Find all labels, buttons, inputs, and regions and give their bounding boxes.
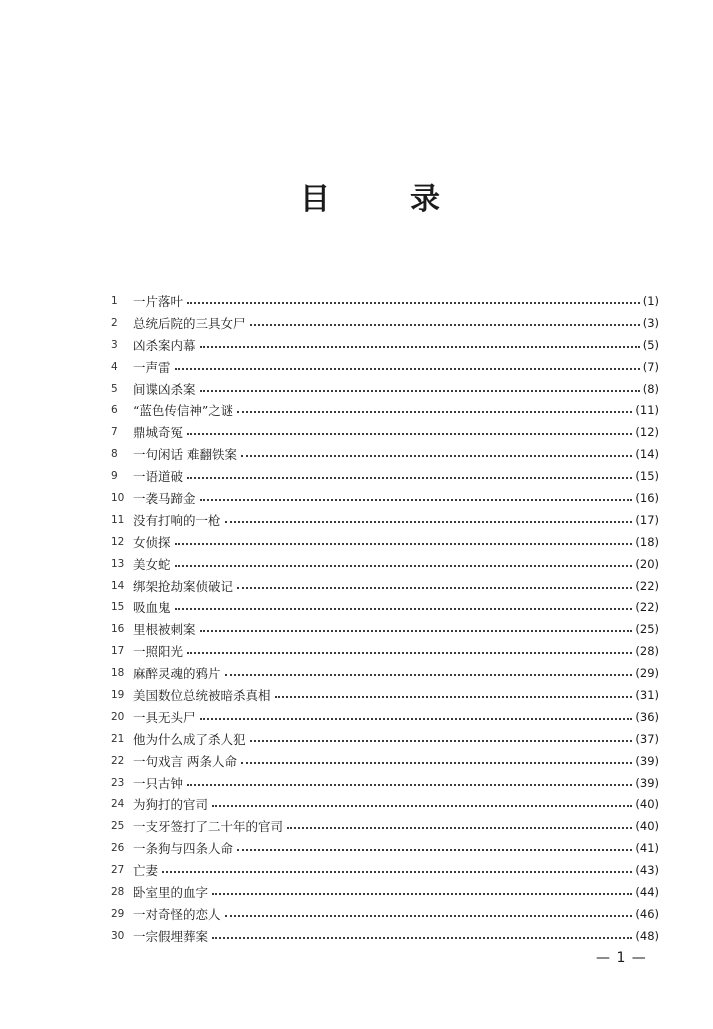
toc-entry-page: (20) (635, 556, 659, 571)
toc-entry-title: 总统后院的三具女尸 (133, 315, 246, 331)
toc-entry (111, 399, 659, 421)
toc-dot-leader (187, 302, 640, 304)
toc-entry-page: (3) (642, 315, 659, 330)
toc-entry-title: 一片落叶 (133, 293, 184, 309)
toc-entry-title: 一句戏言 两条人命 (133, 753, 237, 769)
toc-entry (111, 837, 659, 859)
toc-entry-page: (36) (635, 709, 659, 724)
toc-entry (111, 903, 659, 925)
toc-entry-title: 一对奇怪的恋人 (133, 906, 221, 922)
toc-entry-title: 美女蛇 (133, 556, 171, 572)
toc-entry-title: 美国数位总统被暗杀真相 (133, 687, 271, 703)
toc-entry (111, 312, 659, 334)
toc-entry-page: (11) (635, 403, 659, 418)
toc-entry-title: 鼎城奇冤 (133, 425, 184, 441)
title-char-1: 目 (300, 182, 330, 217)
toc-entry-number: 23 (111, 776, 125, 789)
toc-dot-leader (200, 718, 633, 720)
page-number: — 1 — (596, 950, 647, 966)
toc-entry-number: 29 (111, 907, 125, 920)
toc-entry-title: 一支牙签打了二十年的官司 (133, 819, 284, 835)
toc-dot-leader (237, 849, 632, 851)
toc-entry-number: 15 (111, 601, 125, 614)
page-title (300, 176, 440, 216)
toc-entry-title: 间谍凶杀案 (133, 381, 196, 397)
toc-dot-leader (200, 346, 640, 348)
toc-entry-number: 9 (111, 470, 118, 483)
toc-dot-leader (200, 499, 633, 501)
toc-dot-leader (225, 674, 633, 676)
toc-dot-leader (187, 477, 632, 479)
toc-entry-title: 一条狗与四条人命 (133, 841, 234, 857)
toc-entry-page: (15) (635, 469, 659, 484)
toc-entry-page: (43) (635, 863, 659, 878)
toc-entry-title: 一声雷 (133, 359, 171, 375)
toc-entry-title: 一语道破 (133, 469, 184, 485)
toc-entry-number: 17 (111, 645, 125, 658)
toc-dot-leader (175, 368, 640, 370)
toc-entry-page: (28) (635, 644, 659, 659)
toc-entry-number: 7 (111, 426, 118, 439)
toc-entry (111, 662, 659, 684)
toc-dot-leader (200, 390, 640, 392)
toc-dot-leader (162, 871, 632, 873)
toc-entry-page: (22) (635, 578, 659, 593)
toc-entry (111, 750, 659, 772)
toc-entry-number: 22 (111, 754, 125, 767)
toc-entry-title: 没有打响的一枪 (133, 512, 221, 528)
toc-dot-leader (175, 608, 633, 610)
toc-entry-number: 21 (111, 732, 125, 745)
toc-entry-page: (7) (642, 359, 659, 374)
toc-entry-page: (31) (635, 687, 659, 702)
toc-entry-title: 他为什么成了杀人犯 (133, 731, 246, 747)
toc-entry-number: 28 (111, 885, 125, 898)
toc-entry-title: 吸血鬼 (133, 600, 171, 616)
toc-dot-leader (250, 324, 640, 326)
toc-entry-page: (25) (635, 622, 659, 637)
toc-entry-title: 亡妻 (133, 863, 159, 879)
toc-entry-page: (39) (635, 753, 659, 768)
toc-entry-number: 20 (111, 710, 125, 723)
toc-entry-page: (1) (642, 293, 659, 308)
toc-entry-page: (18) (635, 534, 659, 549)
toc-entry-page: (29) (635, 666, 659, 681)
toc-entry-title: 一具无头尸 (133, 709, 196, 725)
toc-entry-title: 一句闲话 难翻铁案 (133, 447, 237, 463)
toc-dot-leader (237, 411, 632, 413)
toc-entry (111, 706, 659, 728)
toc-dot-leader (187, 652, 632, 654)
toc-entry-page: (40) (635, 819, 659, 834)
toc-entry (111, 443, 659, 465)
toc-entry (111, 793, 659, 815)
toc-entry (111, 618, 659, 640)
toc-entry-number: 12 (111, 535, 125, 548)
toc-entry (111, 378, 659, 400)
toc-dot-leader (275, 696, 633, 698)
toc-entry-number: 30 (111, 929, 125, 942)
toc-entry-number: 26 (111, 842, 125, 855)
toc-entry-number: 25 (111, 820, 125, 833)
toc-entry-number: 1 (111, 294, 118, 307)
toc-entry-page: (16) (635, 490, 659, 505)
toc-entry-page: (14) (635, 447, 659, 462)
toc-entry-number: 5 (111, 382, 118, 395)
toc-entry-number: 10 (111, 491, 125, 504)
toc-entry-number: 11 (111, 513, 125, 526)
toc-entry (111, 859, 659, 881)
toc-dot-leader (187, 433, 632, 435)
toc-entry-title: 一只古钟 (133, 775, 184, 791)
title-char-2: 录 (410, 182, 440, 217)
toc-entry-number: 14 (111, 579, 125, 592)
toc-entry-number: 8 (111, 448, 118, 461)
toc-entry (111, 334, 659, 356)
toc-dot-leader (187, 784, 632, 786)
toc-entry-number: 3 (111, 338, 118, 351)
toc-entry-page: (12) (635, 425, 659, 440)
toc-entry-page: (40) (635, 797, 659, 812)
toc-entry-title: 一袭马蹄金 (133, 490, 196, 506)
toc-entry (111, 421, 659, 443)
toc-entry-number: 2 (111, 316, 118, 329)
toc-dot-leader (212, 805, 632, 807)
toc-entry-page: (17) (635, 512, 659, 527)
toc-entry (111, 531, 659, 553)
toc-entry (111, 575, 659, 597)
toc-entry-page: (46) (635, 906, 659, 921)
toc-entry-title: 凶杀案内幕 (133, 337, 196, 353)
toc-entry-number: 13 (111, 557, 125, 570)
toc-dot-leader (225, 521, 633, 523)
toc-entry-title: 里根被刺案 (133, 622, 196, 638)
toc-entry-title: 女侦探 (133, 534, 171, 550)
toc-entry-title: 麻醉灵魂的鸦片 (133, 666, 221, 682)
toc-entry-number: 19 (111, 688, 125, 701)
toc-entry-title: “蓝色传信神”之谜 (133, 403, 234, 419)
toc-entry (111, 290, 659, 312)
toc-dot-leader (237, 587, 632, 589)
toc-entry (111, 772, 659, 794)
toc-entry-title: 卧室里的血字 (133, 884, 209, 900)
toc-entry (111, 815, 659, 837)
toc-entry-title: 绑架抢劫案侦破记 (133, 578, 234, 594)
toc-entry-title: 为狗打的官司 (133, 797, 209, 813)
toc-dot-leader (212, 937, 632, 939)
toc-entry-page: (37) (635, 731, 659, 746)
toc-entry-page: (44) (635, 884, 659, 899)
toc-dot-leader (287, 827, 632, 829)
toc-entry (111, 684, 659, 706)
toc-entry-page: (41) (635, 841, 659, 856)
toc-entry-number: 18 (111, 667, 125, 680)
toc-dot-leader (175, 565, 633, 567)
toc-entry-number: 24 (111, 798, 125, 811)
toc-entry (111, 728, 659, 750)
toc-entry-number: 16 (111, 623, 125, 636)
toc-dot-leader (241, 455, 632, 457)
toc-dot-leader (200, 630, 633, 632)
toc-dot-leader (250, 740, 633, 742)
toc-entry (111, 596, 659, 618)
toc-entry-page: (39) (635, 775, 659, 790)
toc-entry (111, 553, 659, 575)
toc-entry-number: 4 (111, 360, 118, 373)
toc-entry-number: 6 (111, 404, 118, 417)
toc-entry-page: (5) (642, 337, 659, 352)
toc-entry (111, 925, 659, 947)
toc-entry-page: (48) (635, 928, 659, 943)
toc-dot-leader (225, 915, 633, 917)
toc-dot-leader (212, 893, 632, 895)
toc-entry (111, 509, 659, 531)
toc-entry (111, 487, 659, 509)
toc-entry-number: 27 (111, 864, 125, 877)
toc-entry (111, 881, 659, 903)
toc-dot-leader (241, 762, 632, 764)
toc-entry-title: 一照阳光 (133, 644, 184, 660)
toc-dot-leader (175, 543, 633, 545)
toc-entry-title: 一宗假埋葬案 (133, 928, 209, 944)
toc-entry-page: (22) (635, 600, 659, 615)
table-of-contents (111, 290, 659, 947)
toc-entry (111, 465, 659, 487)
toc-entry (111, 356, 659, 378)
toc-entry (111, 640, 659, 662)
toc-entry-page: (8) (642, 381, 659, 396)
